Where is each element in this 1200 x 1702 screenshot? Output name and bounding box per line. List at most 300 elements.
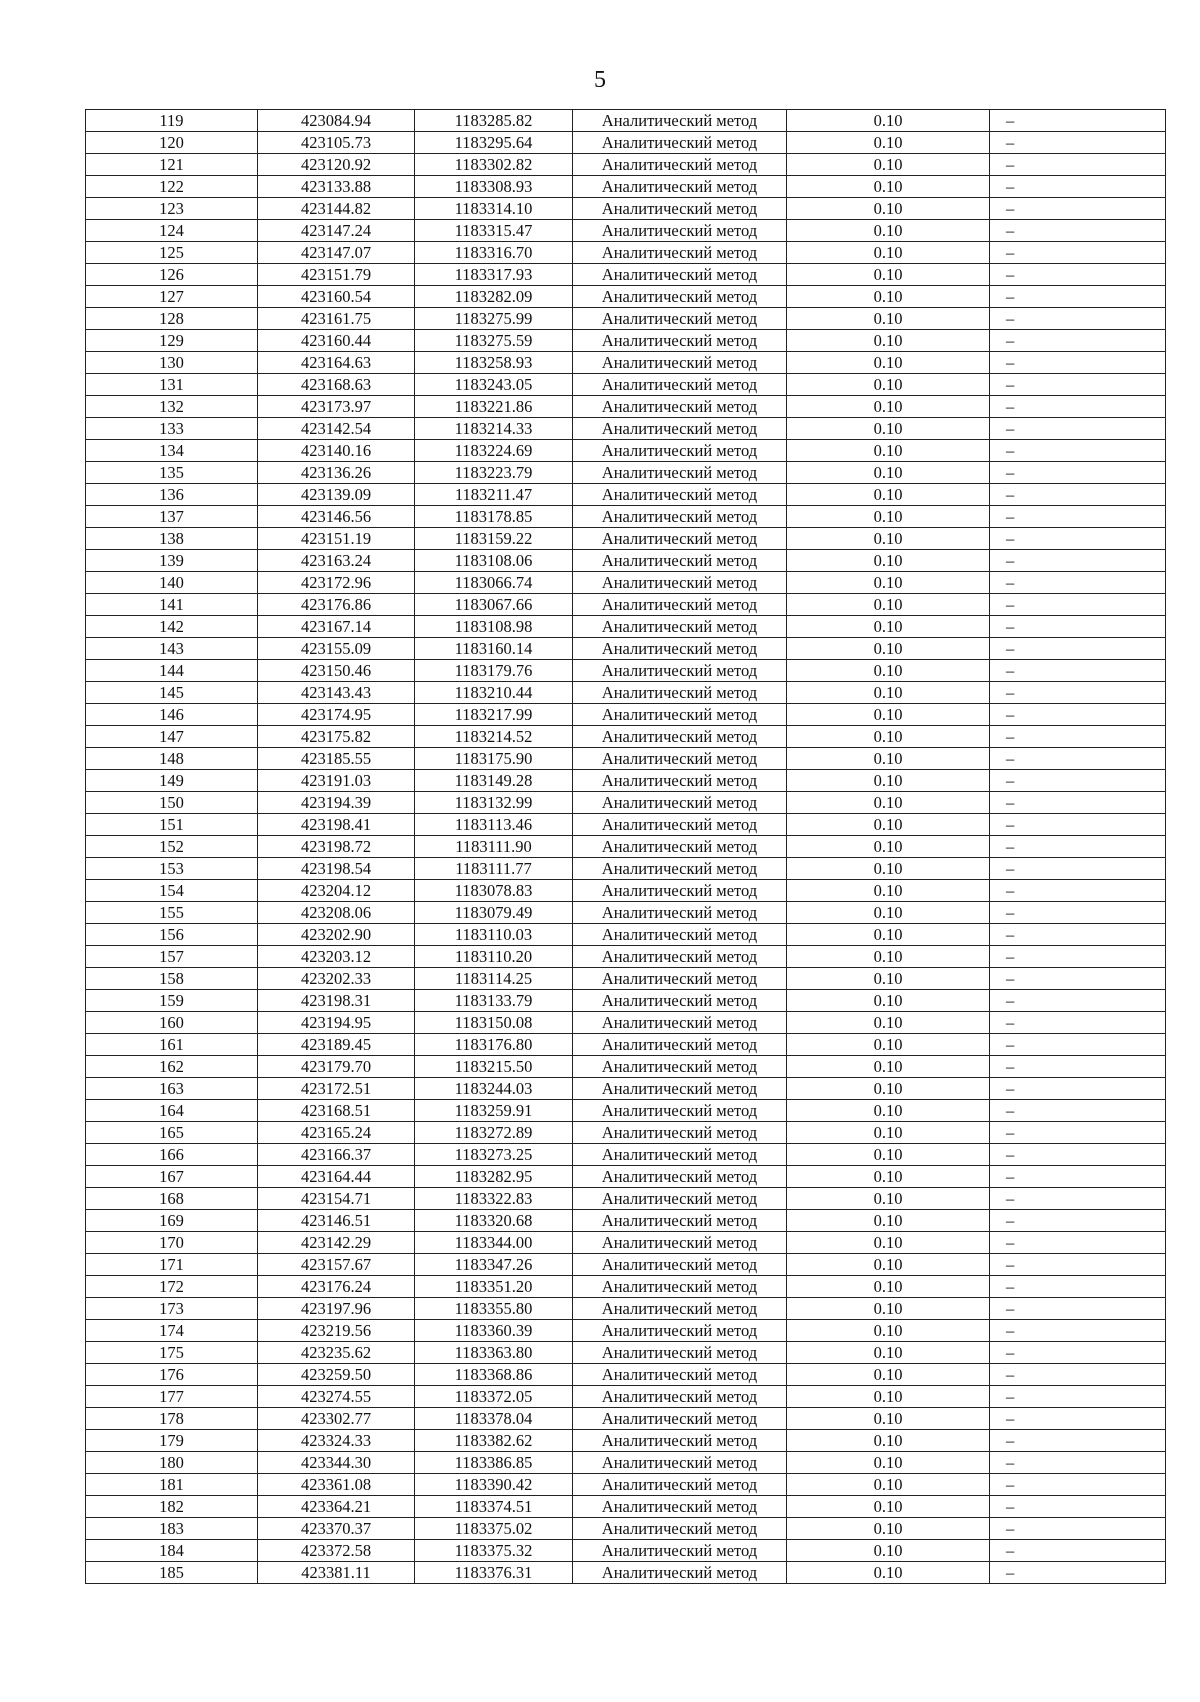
table-row (86, 1452, 1166, 1474)
cell-note: – (990, 770, 1166, 792)
table-row (86, 1320, 1166, 1342)
table-row (86, 396, 1166, 418)
table-row (86, 154, 1166, 176)
cell-method: Аналитический метод (573, 880, 787, 902)
cell-accuracy: 0.10 (787, 484, 990, 506)
cell-method: Аналитический метод (573, 110, 787, 132)
cell-method: Аналитический метод (573, 1408, 787, 1430)
cell-point-number: 154 (86, 880, 258, 902)
cell-coord-y: 1183372.05 (415, 1386, 573, 1408)
cell-note: – (990, 836, 1166, 858)
cell-accuracy: 0.10 (787, 902, 990, 924)
cell-method: Аналитический метод (573, 990, 787, 1012)
cell-accuracy: 0.10 (787, 814, 990, 836)
cell-coord-y: 1183390.42 (415, 1474, 573, 1496)
cell-point-number: 172 (86, 1276, 258, 1298)
cell-accuracy: 0.10 (787, 418, 990, 440)
cell-note: – (990, 748, 1166, 770)
cell-point-number: 126 (86, 264, 258, 286)
cell-accuracy: 0.10 (787, 748, 990, 770)
cell-note: – (990, 176, 1166, 198)
table-row (86, 440, 1166, 462)
cell-note: – (990, 1232, 1166, 1254)
cell-accuracy: 0.10 (787, 1430, 990, 1452)
cell-coord-y: 1183224.69 (415, 440, 573, 462)
cell-accuracy: 0.10 (787, 286, 990, 308)
cell-accuracy: 0.10 (787, 594, 990, 616)
cell-coord-y: 1183223.79 (415, 462, 573, 484)
cell-point-number: 128 (86, 308, 258, 330)
cell-point-number: 180 (86, 1452, 258, 1474)
cell-point-number: 157 (86, 946, 258, 968)
cell-coord-x: 423133.88 (258, 176, 415, 198)
cell-note: – (990, 484, 1166, 506)
table-row (86, 1430, 1166, 1452)
table-row (86, 374, 1166, 396)
cell-accuracy: 0.10 (787, 1342, 990, 1364)
cell-note: – (990, 572, 1166, 594)
cell-method: Аналитический метод (573, 308, 787, 330)
cell-note: – (990, 1276, 1166, 1298)
cell-point-number: 175 (86, 1342, 258, 1364)
cell-point-number: 151 (86, 814, 258, 836)
cell-coord-x: 423259.50 (258, 1364, 415, 1386)
cell-note: – (990, 374, 1166, 396)
cell-method: Аналитический метод (573, 968, 787, 990)
table-row (86, 1056, 1166, 1078)
cell-coord-y: 1183272.89 (415, 1122, 573, 1144)
cell-point-number: 171 (86, 1254, 258, 1276)
cell-note: – (990, 792, 1166, 814)
cell-method: Аналитический метод (573, 660, 787, 682)
cell-method: Аналитический метод (573, 440, 787, 462)
table-row (86, 1254, 1166, 1276)
cell-method: Аналитический метод (573, 462, 787, 484)
cell-note: – (990, 242, 1166, 264)
cell-coord-y: 1183243.05 (415, 374, 573, 396)
cell-coord-y: 1183111.77 (415, 858, 573, 880)
cell-coord-y: 1183066.74 (415, 572, 573, 594)
table-row (86, 1518, 1166, 1540)
cell-coord-y: 1183150.08 (415, 1012, 573, 1034)
cell-accuracy: 0.10 (787, 1122, 990, 1144)
cell-method: Аналитический метод (573, 1562, 787, 1584)
cell-accuracy: 0.10 (787, 242, 990, 264)
cell-point-number: 182 (86, 1496, 258, 1518)
cell-point-number: 145 (86, 682, 258, 704)
cell-coord-y: 1183078.83 (415, 880, 573, 902)
cell-note: – (990, 330, 1166, 352)
cell-coord-x: 423179.70 (258, 1056, 415, 1078)
cell-method: Аналитический метод (573, 1518, 787, 1540)
cell-point-number: 125 (86, 242, 258, 264)
cell-accuracy: 0.10 (787, 462, 990, 484)
cell-coord-x: 423324.33 (258, 1430, 415, 1452)
cell-note: – (990, 396, 1166, 418)
table-row (86, 594, 1166, 616)
table-row (86, 110, 1166, 132)
cell-point-number: 161 (86, 1034, 258, 1056)
cell-accuracy: 0.10 (787, 1562, 990, 1584)
cell-method: Аналитический метод (573, 396, 787, 418)
cell-coord-y: 1183363.80 (415, 1342, 573, 1364)
cell-coord-x: 423219.56 (258, 1320, 415, 1342)
cell-coord-x: 423274.55 (258, 1386, 415, 1408)
table-row (86, 770, 1166, 792)
cell-note: – (990, 968, 1166, 990)
cell-point-number: 168 (86, 1188, 258, 1210)
cell-note: – (990, 990, 1166, 1012)
cell-coord-x: 423157.67 (258, 1254, 415, 1276)
table-row (86, 198, 1166, 220)
cell-coord-x: 423147.24 (258, 220, 415, 242)
cell-method: Аналитический метод (573, 550, 787, 572)
cell-note: – (990, 1122, 1166, 1144)
cell-accuracy: 0.10 (787, 1078, 990, 1100)
cell-coord-y: 1183275.59 (415, 330, 573, 352)
cell-note: – (990, 352, 1166, 374)
cell-coord-y: 1183375.32 (415, 1540, 573, 1562)
cell-coord-y: 1183176.80 (415, 1034, 573, 1056)
cell-method: Аналитический метод (573, 352, 787, 374)
cell-method: Аналитический метод (573, 198, 787, 220)
cell-coord-x: 423146.56 (258, 506, 415, 528)
cell-coord-y: 1183179.76 (415, 660, 573, 682)
cell-note: – (990, 550, 1166, 572)
cell-accuracy: 0.10 (787, 1012, 990, 1034)
cell-note: – (990, 902, 1166, 924)
cell-method: Аналитический метод (573, 858, 787, 880)
cell-accuracy: 0.10 (787, 132, 990, 154)
cell-point-number: 144 (86, 660, 258, 682)
cell-note: – (990, 198, 1166, 220)
cell-accuracy: 0.10 (787, 220, 990, 242)
cell-point-number: 123 (86, 198, 258, 220)
cell-coord-y: 1183214.33 (415, 418, 573, 440)
cell-accuracy: 0.10 (787, 968, 990, 990)
cell-coord-y: 1183079.49 (415, 902, 573, 924)
table-row (86, 1386, 1166, 1408)
cell-method: Аналитический метод (573, 792, 787, 814)
cell-method: Аналитический метод (573, 1320, 787, 1342)
cell-point-number: 150 (86, 792, 258, 814)
cell-point-number: 185 (86, 1562, 258, 1584)
cell-coord-x: 423136.26 (258, 462, 415, 484)
cell-coord-y: 1183316.70 (415, 242, 573, 264)
cell-accuracy: 0.10 (787, 880, 990, 902)
cell-accuracy: 0.10 (787, 1100, 990, 1122)
cell-note: – (990, 814, 1166, 836)
table-row (86, 1540, 1166, 1562)
cell-coord-y: 1183217.99 (415, 704, 573, 726)
cell-note: – (990, 1188, 1166, 1210)
cell-coord-y: 1183282.95 (415, 1166, 573, 1188)
cell-accuracy: 0.10 (787, 1210, 990, 1232)
cell-coord-y: 1183273.25 (415, 1144, 573, 1166)
table-row (86, 968, 1166, 990)
cell-method: Аналитический метод (573, 1122, 787, 1144)
cell-point-number: 122 (86, 176, 258, 198)
cell-point-number: 137 (86, 506, 258, 528)
cell-accuracy: 0.10 (787, 924, 990, 946)
cell-point-number: 183 (86, 1518, 258, 1540)
cell-method: Аналитический метод (573, 1188, 787, 1210)
cell-coord-x: 423163.24 (258, 550, 415, 572)
cell-point-number: 147 (86, 726, 258, 748)
table-row (86, 308, 1166, 330)
cell-note: – (990, 1430, 1166, 1452)
cell-coord-y: 1183258.93 (415, 352, 573, 374)
cell-coord-y: 1183347.26 (415, 1254, 573, 1276)
cell-method: Аналитический метод (573, 1034, 787, 1056)
cell-coord-x: 423189.45 (258, 1034, 415, 1056)
cell-note: – (990, 1474, 1166, 1496)
cell-note: – (990, 1034, 1166, 1056)
cell-coord-x: 423372.58 (258, 1540, 415, 1562)
cell-point-number: 179 (86, 1430, 258, 1452)
table-row (86, 132, 1166, 154)
cell-coord-y: 1183160.14 (415, 638, 573, 660)
table-row (86, 682, 1166, 704)
cell-coord-x: 423155.09 (258, 638, 415, 660)
cell-coord-y: 1183221.86 (415, 396, 573, 418)
table-row (86, 242, 1166, 264)
cell-accuracy: 0.10 (787, 638, 990, 660)
cell-method: Аналитический метод (573, 1078, 787, 1100)
table-row (86, 572, 1166, 594)
cell-coord-y: 1183302.82 (415, 154, 573, 176)
cell-coord-x: 423361.08 (258, 1474, 415, 1496)
cell-method: Аналитический метод (573, 1386, 787, 1408)
cell-accuracy: 0.10 (787, 264, 990, 286)
cell-note: – (990, 1342, 1166, 1364)
cell-point-number: 181 (86, 1474, 258, 1496)
cell-coord-x: 423172.51 (258, 1078, 415, 1100)
table-row (86, 1012, 1166, 1034)
table-row (86, 1210, 1166, 1232)
cell-coord-y: 1183110.20 (415, 946, 573, 968)
cell-accuracy: 0.10 (787, 704, 990, 726)
cell-method: Аналитический метод (573, 1144, 787, 1166)
table-row (86, 484, 1166, 506)
cell-coord-x: 423160.54 (258, 286, 415, 308)
table-row (86, 1232, 1166, 1254)
table-row (86, 704, 1166, 726)
cell-accuracy: 0.10 (787, 1166, 990, 1188)
cell-method: Аналитический метод (573, 330, 787, 352)
cell-method: Аналитический метод (573, 1012, 787, 1034)
cell-coord-y: 1183275.99 (415, 308, 573, 330)
cell-method: Аналитический метод (573, 1474, 787, 1496)
cell-coord-y: 1183382.62 (415, 1430, 573, 1452)
cell-method: Аналитический метод (573, 836, 787, 858)
cell-note: – (990, 594, 1166, 616)
cell-point-number: 130 (86, 352, 258, 374)
cell-note: – (990, 1210, 1166, 1232)
page-number: 5 (594, 67, 606, 93)
table-row (86, 1078, 1166, 1100)
cell-point-number: 164 (86, 1100, 258, 1122)
table-row (86, 1100, 1166, 1122)
cell-accuracy: 0.10 (787, 176, 990, 198)
table-row (86, 286, 1166, 308)
cell-coord-y: 1183355.80 (415, 1298, 573, 1320)
cell-accuracy: 0.10 (787, 572, 990, 594)
cell-accuracy: 0.10 (787, 198, 990, 220)
cell-coord-x: 423146.51 (258, 1210, 415, 1232)
cell-coord-y: 1183376.31 (415, 1562, 573, 1584)
cell-coord-y: 1183159.22 (415, 528, 573, 550)
cell-accuracy: 0.10 (787, 440, 990, 462)
cell-method: Аналитический метод (573, 616, 787, 638)
cell-coord-x: 423208.06 (258, 902, 415, 924)
cell-coord-y: 1183386.85 (415, 1452, 573, 1474)
cell-note: – (990, 1166, 1166, 1188)
cell-note: – (990, 308, 1166, 330)
cell-note: – (990, 1386, 1166, 1408)
cell-coord-x: 423203.12 (258, 946, 415, 968)
cell-method: Аналитический метод (573, 1276, 787, 1298)
cell-accuracy: 0.10 (787, 858, 990, 880)
cell-point-number: 142 (86, 616, 258, 638)
cell-note: – (990, 682, 1166, 704)
table-row (86, 1496, 1166, 1518)
cell-coord-x: 423144.82 (258, 198, 415, 220)
table-row (86, 462, 1166, 484)
cell-coord-y: 1183132.99 (415, 792, 573, 814)
cell-point-number: 153 (86, 858, 258, 880)
cell-coord-x: 423167.14 (258, 616, 415, 638)
table-row (86, 418, 1166, 440)
cell-method: Аналитический метод (573, 1166, 787, 1188)
cell-method: Аналитический метод (573, 770, 787, 792)
cell-method: Аналитический метод (573, 1298, 787, 1320)
cell-accuracy: 0.10 (787, 1474, 990, 1496)
cell-point-number: 121 (86, 154, 258, 176)
cell-coord-y: 1183111.90 (415, 836, 573, 858)
cell-point-number: 129 (86, 330, 258, 352)
cell-note: – (990, 506, 1166, 528)
cell-point-number: 160 (86, 1012, 258, 1034)
cell-point-number: 139 (86, 550, 258, 572)
table-row (86, 176, 1166, 198)
cell-coord-x: 423202.33 (258, 968, 415, 990)
cell-point-number: 162 (86, 1056, 258, 1078)
cell-accuracy: 0.10 (787, 792, 990, 814)
cell-point-number: 152 (86, 836, 258, 858)
table-row (86, 264, 1166, 286)
cell-coord-y: 1183175.90 (415, 748, 573, 770)
cell-note: – (990, 110, 1166, 132)
cell-method: Аналитический метод (573, 638, 787, 660)
table-row (86, 616, 1166, 638)
cell-accuracy: 0.10 (787, 1056, 990, 1078)
cell-coord-x: 423150.46 (258, 660, 415, 682)
cell-note: – (990, 418, 1166, 440)
cell-point-number: 135 (86, 462, 258, 484)
cell-method: Аналитический метод (573, 594, 787, 616)
cell-coord-x: 423198.41 (258, 814, 415, 836)
cell-coord-x: 423143.43 (258, 682, 415, 704)
cell-coord-x: 423142.29 (258, 1232, 415, 1254)
cell-coord-y: 1183178.85 (415, 506, 573, 528)
cell-note: – (990, 1254, 1166, 1276)
cell-coord-x: 423142.54 (258, 418, 415, 440)
cell-coord-y: 1183322.83 (415, 1188, 573, 1210)
cell-point-number: 138 (86, 528, 258, 550)
cell-method: Аналитический метод (573, 1210, 787, 1232)
cell-method: Аналитический метод (573, 748, 787, 770)
cell-point-number: 166 (86, 1144, 258, 1166)
cell-coord-y: 1183244.03 (415, 1078, 573, 1100)
cell-note: – (990, 880, 1166, 902)
cell-method: Аналитический метод (573, 1100, 787, 1122)
cell-note: – (990, 132, 1166, 154)
cell-note: – (990, 264, 1166, 286)
cell-accuracy: 0.10 (787, 308, 990, 330)
cell-accuracy: 0.10 (787, 1364, 990, 1386)
cell-point-number: 149 (86, 770, 258, 792)
cell-coord-y: 1183320.68 (415, 1210, 573, 1232)
cell-coord-y: 1183351.20 (415, 1276, 573, 1298)
cell-method: Аналитический метод (573, 418, 787, 440)
cell-accuracy: 0.10 (787, 1320, 990, 1342)
table-row (86, 1166, 1166, 1188)
cell-accuracy: 0.10 (787, 1254, 990, 1276)
table-row (86, 990, 1166, 1012)
cell-point-number: 176 (86, 1364, 258, 1386)
cell-accuracy: 0.10 (787, 374, 990, 396)
cell-method: Аналитический метод (573, 1452, 787, 1474)
cell-note: – (990, 1364, 1166, 1386)
cell-coord-x: 423175.82 (258, 726, 415, 748)
table-row (86, 792, 1166, 814)
cell-accuracy: 0.10 (787, 836, 990, 858)
cell-method: Аналитический метод (573, 374, 787, 396)
cell-coord-x: 423381.11 (258, 1562, 415, 1584)
cell-accuracy: 0.10 (787, 110, 990, 132)
cell-coord-x: 423105.73 (258, 132, 415, 154)
cell-note: – (990, 1012, 1166, 1034)
cell-note: – (990, 462, 1166, 484)
cell-note: – (990, 1408, 1166, 1430)
cell-point-number: 159 (86, 990, 258, 1012)
cell-coord-x: 423344.30 (258, 1452, 415, 1474)
cell-accuracy: 0.10 (787, 1298, 990, 1320)
cell-accuracy: 0.10 (787, 1496, 990, 1518)
cell-coord-x: 423172.96 (258, 572, 415, 594)
cell-point-number: 120 (86, 132, 258, 154)
table-row (86, 836, 1166, 858)
table-row (86, 726, 1166, 748)
cell-method: Аналитический метод (573, 682, 787, 704)
cell-point-number: 148 (86, 748, 258, 770)
cell-note: – (990, 638, 1166, 660)
cell-accuracy: 0.10 (787, 990, 990, 1012)
cell-point-number: 167 (86, 1166, 258, 1188)
cell-point-number: 119 (86, 110, 258, 132)
cell-accuracy: 0.10 (787, 1188, 990, 1210)
cell-coord-x: 423174.95 (258, 704, 415, 726)
cell-point-number: 143 (86, 638, 258, 660)
cell-coord-x: 423120.92 (258, 154, 415, 176)
table-row (86, 924, 1166, 946)
cell-method: Аналитический метод (573, 1254, 787, 1276)
cell-coord-y: 1183215.50 (415, 1056, 573, 1078)
cell-accuracy: 0.10 (787, 1540, 990, 1562)
table-row (86, 660, 1166, 682)
cell-coord-y: 1183378.04 (415, 1408, 573, 1430)
